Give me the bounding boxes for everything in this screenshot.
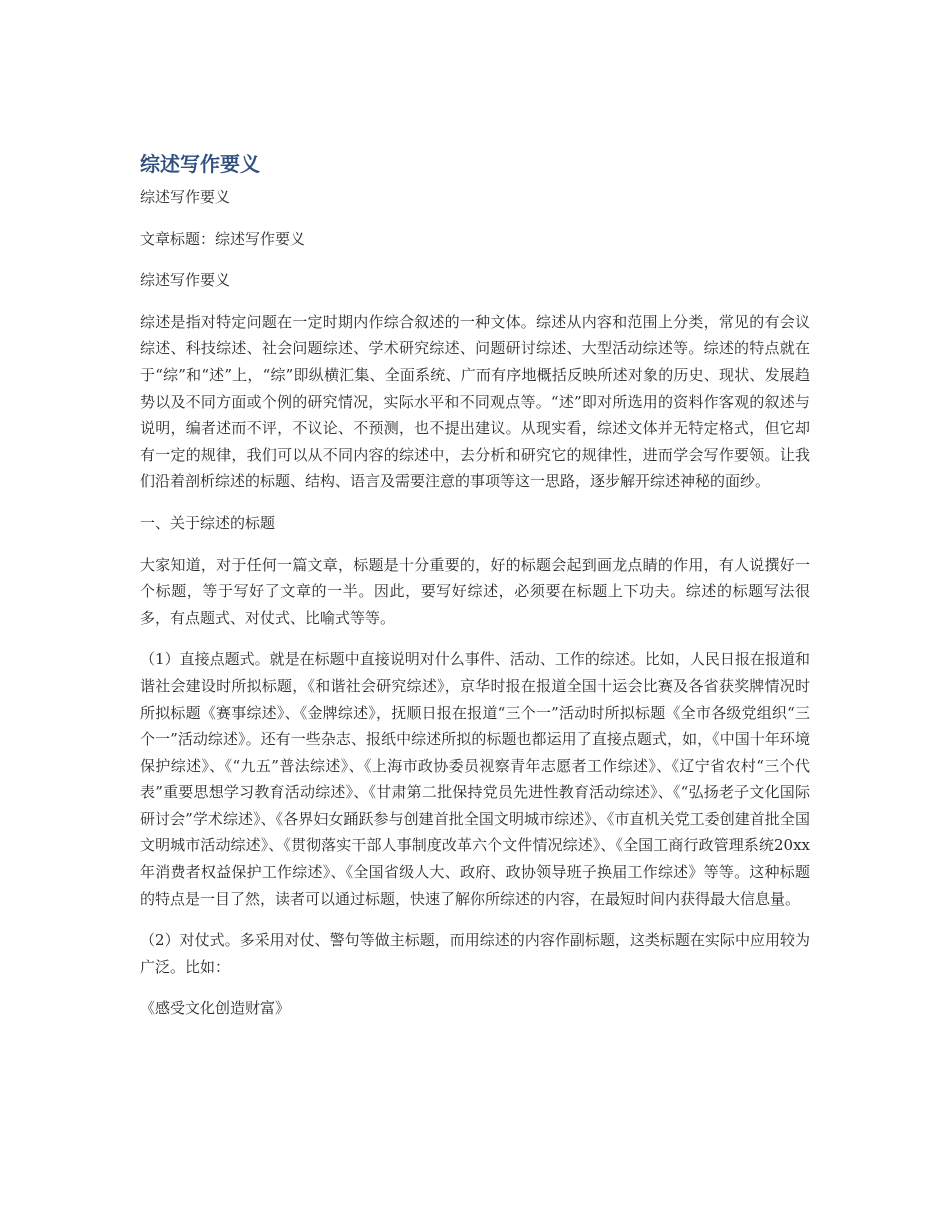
document-page xyxy=(140,150,810,1037)
heading-paragraph: 综述写作要义 xyxy=(140,271,231,290)
document-title: 综述写作要义 xyxy=(140,152,260,176)
body-paragraph: （1）直接点题式。就是在标题中直接说明对什么事件、活动、工作的综述。比如，人民日报在报道和谐社会建设时所拟标题，《和谐社会研究综述》，京华时报在报道全国十运会比赛及各省获奖牌情况时所拟标题《赛事综述》、《金牌综述》，抚顺日报在报道“三个一”活动时所拟标题《全市各级党组织“三个一”活动综述》。还有一些杂志、报纸中综述所拟的标题也都运用了直接点题式，如，《中国十年环境保护综述》、《“九五”普法综述》、《上海市政协委员视察青年志愿者工作综述》、《辽宁省农村“三个代表”重要思想学习教育活动综述》、《甘肃第二批保持党员先进性教育活动综述》、《“弘扬老子文化国际研讨会”学术综述》、《各界妇女踊跃参与创建首批全国文明城市综述》、《市直机关党工委创建首批全国文明城市活动综述》、《贯彻落实干部人事制度改革六个文件情况综述》、《全国工商行政管理系统20xx年消费者权益保护工作综述》、《全国省级人大、政府、政协领导班子换届工作综述》等等。这种标题的特点是一目了然，读者可以通过标题，快速了解你所综述的内容，在最短时间内获得最大信息量。 xyxy=(140,650,810,908)
section-heading: 一、关于综述的标题 xyxy=(140,513,276,532)
subtitle-paragraph: 综述写作要义 xyxy=(140,188,231,206)
article-title-paragraph: 文章标题：综述写作要义 xyxy=(140,229,306,248)
example-title: 《感受文化创造财富》 xyxy=(140,999,291,1018)
body-paragraph: （2）对仗式。多采用对仗、警句等做主标题，而用综述的内容作副标题，这类标题在实际中应用较为广泛。比如： xyxy=(140,931,810,976)
body-paragraph: 大家知道，对于任何一篇文章，标题是十分重要的，好的标题会起到画龙点睛的作用，有人说撰好一个标题，等于写好了文章的一半。因此，要写好综述，必须要在标题上下功夫。综述的标题写法很多，有点题式、对仗式、比喻式等等。 xyxy=(140,555,810,627)
intro-paragraph: 综述是指对特定问题在一定时期内作综合叙述的一种文体。综述从内容和范围上分类，常见的有会议综述、科技综述、社会问题综述、学术研究综述、问题研讨综述、大型活动综述等。综述的特点就在于“综”和“述”上，“综”即纵横汇集、全面系统、广而有序地概括反映所述对象的历史、现状、发展趋势以及不同方面或个例的研究情况，实际水平和不同观点等。“述”即对所选用的资料作客观的叙述与说明，编者述而不评，不议论、不预测，也不提出建议。从现实看，综述文体并无特定格式，但它却有一定的规律，我们可以从不同内容的综述中，去分析和研究它的规律性，进而学会写作要领。让我们沿着剖析综述的标题、结构、语言及需要注意的事项等这一思路，逐步解开综述神秘的面纱。 xyxy=(140,312,810,491)
